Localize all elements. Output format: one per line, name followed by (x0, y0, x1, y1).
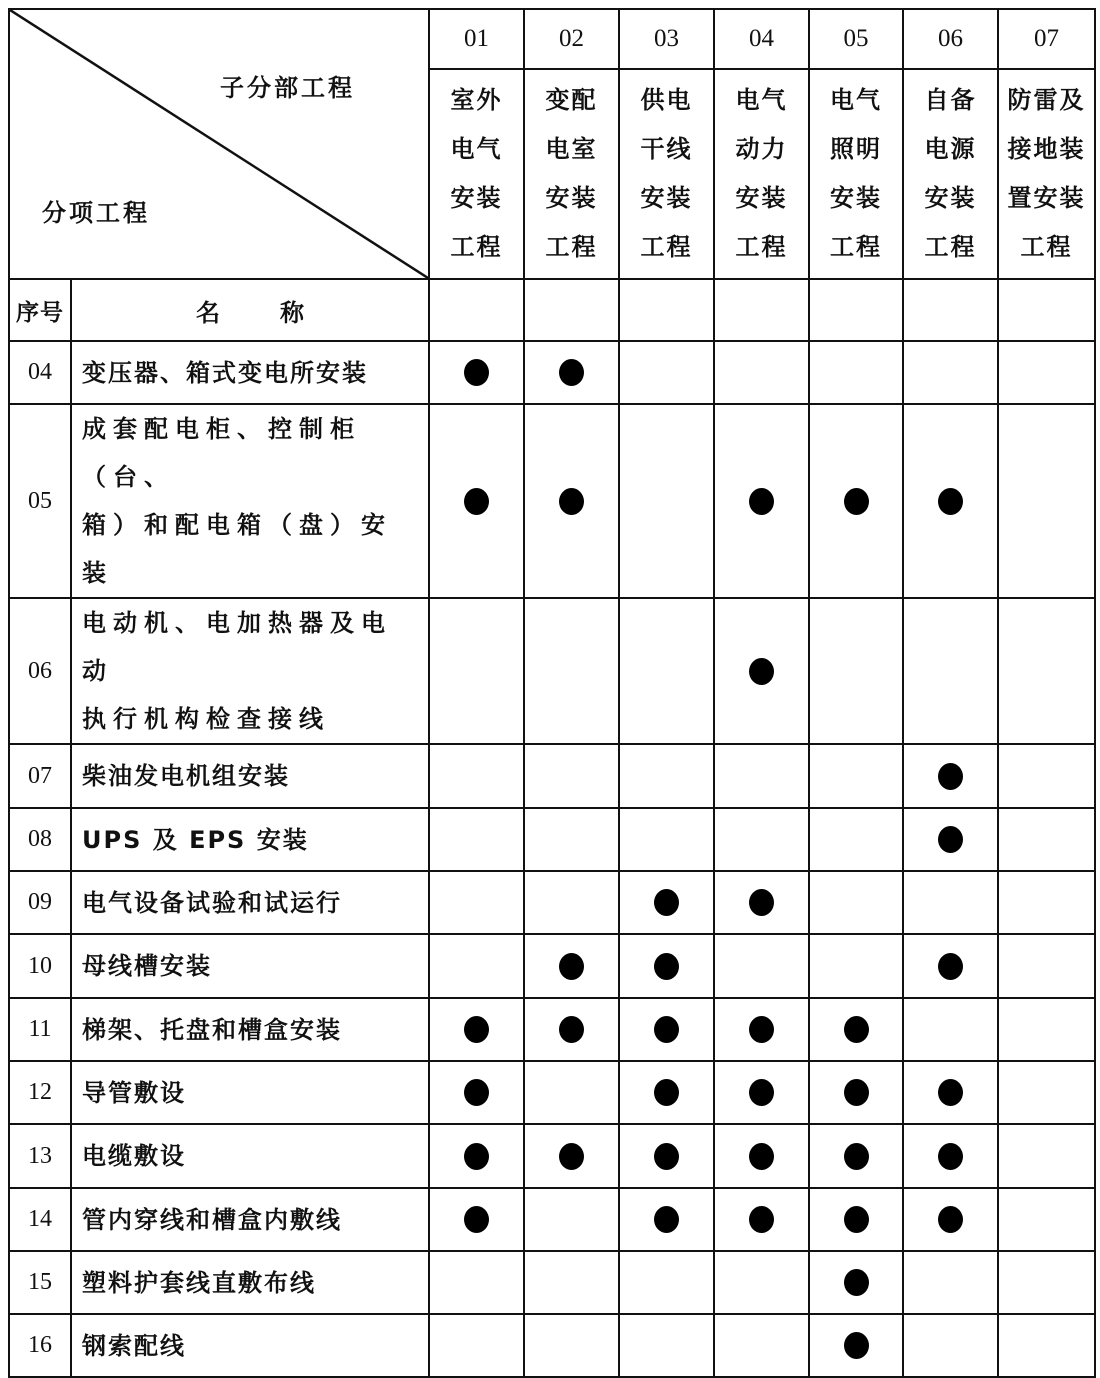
mark-cell-checked (619, 1188, 714, 1251)
mark-cell-checked (429, 998, 524, 1061)
mark-cell-empty (524, 1188, 619, 1251)
mark-cell-empty (524, 1061, 619, 1124)
mark-cell-empty (619, 744, 714, 808)
mark-cell-checked (903, 744, 998, 808)
empty-header-cell (809, 279, 903, 341)
subsection-name-line: 防雷及 (1007, 86, 1086, 114)
mark-cell-empty (809, 871, 903, 934)
row-item-name (71, 1251, 429, 1314)
subsection-name-line: 电室 (545, 135, 598, 163)
subsection-name (524, 69, 619, 279)
table-row (9, 871, 1095, 934)
filled-dot-icon (654, 1016, 679, 1043)
empty-header-cell (998, 279, 1095, 341)
subsection-name-line: 工程 (735, 233, 788, 261)
filled-dot-icon (464, 1143, 489, 1170)
mark-cell-checked (429, 1124, 524, 1188)
subsection-name-line: 置安装 (1007, 184, 1086, 212)
mark-cell-empty (619, 808, 714, 871)
subsection-name-line: 安装 (545, 184, 598, 212)
mark-cell-checked (619, 998, 714, 1061)
mark-cell-empty (429, 1251, 524, 1314)
mark-cell-empty (714, 808, 809, 871)
filled-dot-icon (749, 1079, 774, 1106)
mark-cell-checked (809, 1124, 903, 1188)
row-item-name (71, 744, 429, 808)
mark-cell-empty (429, 598, 524, 744)
mark-cell-checked (714, 1061, 809, 1124)
item-name-line: UPS 及 EPS 安装 (82, 825, 309, 854)
filled-dot-icon (464, 1206, 489, 1233)
filled-dot-icon (464, 359, 489, 386)
filled-dot-icon (844, 1206, 869, 1233)
row-seq: 13 (9, 1124, 71, 1188)
row-item-name (71, 871, 429, 934)
subsection-name-line: 电气 (450, 135, 503, 163)
mark-cell-checked (903, 1188, 998, 1251)
subsection-name-line: 照明 (830, 135, 882, 163)
filled-dot-icon (749, 889, 774, 916)
mark-cell-empty (524, 808, 619, 871)
table-row (9, 341, 1095, 404)
mark-cell-checked (903, 934, 998, 998)
filled-dot-icon (938, 1206, 963, 1233)
mark-cell-checked (809, 404, 903, 598)
subsection-code: 02 (524, 9, 619, 69)
row-item-name (71, 1061, 429, 1124)
row-seq: 04 (9, 341, 71, 404)
mark-cell-empty (619, 1251, 714, 1314)
subsection-name (903, 69, 998, 279)
item-axis-label: 分项工程 (42, 199, 150, 227)
mark-cell-empty (998, 1314, 1095, 1377)
subsection-name-line: 供电 (640, 86, 693, 114)
mark-cell-checked (524, 998, 619, 1061)
filled-dot-icon (559, 1016, 584, 1043)
subsection-code: 07 (998, 9, 1095, 69)
item-name-line: 执行机构检查接线 (82, 705, 330, 733)
mark-cell-checked (903, 1124, 998, 1188)
mark-cell-empty (998, 998, 1095, 1061)
mark-cell-empty (998, 341, 1095, 404)
subsection-name (998, 69, 1095, 279)
item-name-line: 成套配电柜、控制柜（台、 (82, 415, 361, 491)
mark-cell-checked (524, 341, 619, 404)
item-name-line: 变压器、箱式变电所安装 (82, 358, 368, 387)
mark-cell-empty (714, 341, 809, 404)
filled-dot-icon (844, 1143, 869, 1170)
table-row (9, 598, 1095, 744)
mark-cell-empty (429, 934, 524, 998)
subsection-name (714, 69, 809, 279)
filled-dot-icon (938, 826, 963, 853)
filled-dot-icon (844, 1016, 869, 1043)
mark-cell-empty (998, 598, 1095, 744)
item-name-line: 钢索配线 (82, 1331, 186, 1360)
item-name-line: 塑料护套线直敷布线 (82, 1268, 316, 1297)
mark-cell-checked (429, 341, 524, 404)
mark-cell-empty (809, 744, 903, 808)
filled-dot-icon (844, 488, 869, 515)
empty-header-cell (903, 279, 998, 341)
row-seq: 14 (9, 1188, 71, 1251)
mark-cell-checked (619, 934, 714, 998)
header-code-row (9, 9, 1095, 69)
row-seq: 10 (9, 934, 71, 998)
row-item-name (71, 1124, 429, 1188)
subsection-code: 03 (619, 9, 714, 69)
table-row (9, 1188, 1095, 1251)
filled-dot-icon (559, 953, 584, 980)
filled-dot-icon (938, 953, 963, 980)
mark-cell-checked (903, 1061, 998, 1124)
mark-cell-empty (903, 998, 998, 1061)
item-name-line: 母线槽安装 (82, 952, 212, 980)
mark-cell-empty (714, 934, 809, 998)
table-row (9, 404, 1095, 598)
subsection-name-line: 安装 (450, 184, 503, 212)
name-column-header: 名称 (71, 279, 429, 341)
mark-cell-checked (714, 998, 809, 1061)
filled-dot-icon (464, 1016, 489, 1043)
subsection-name-line: 干线 (640, 135, 693, 163)
mark-cell-empty (903, 1314, 998, 1377)
subsection-name-line: 工程 (830, 233, 882, 261)
electrical-subsection-matrix (8, 8, 1094, 1360)
mark-cell-empty (998, 404, 1095, 598)
subsection-name-line: 电源 (924, 135, 977, 163)
mark-cell-checked (714, 1124, 809, 1188)
mark-cell-empty (429, 744, 524, 808)
mark-cell-empty (809, 808, 903, 871)
mark-cell-empty (809, 341, 903, 404)
subsection-name-line: 安装 (640, 184, 693, 212)
mark-cell-empty (998, 934, 1095, 998)
filled-dot-icon (844, 1332, 869, 1359)
subsection-name-line: 电气 (830, 86, 882, 114)
subsection-name (429, 69, 524, 279)
subsection-name-line: 工程 (640, 233, 693, 261)
mark-cell-empty (903, 598, 998, 744)
mark-cell-empty (714, 1251, 809, 1314)
table-row (9, 744, 1095, 808)
mark-cell-checked (524, 934, 619, 998)
subsection-name (619, 69, 714, 279)
mark-cell-checked (903, 404, 998, 598)
mark-cell-empty (998, 1061, 1095, 1124)
row-seq: 16 (9, 1314, 71, 1377)
subsection-code: 04 (714, 9, 809, 69)
row-item-name (71, 1188, 429, 1251)
mark-cell-checked (429, 1188, 524, 1251)
subsection-name-line: 工程 (1020, 233, 1073, 261)
item-name-line: 柴油发电机组安装 (82, 762, 290, 790)
mark-cell-checked (903, 808, 998, 871)
column-label-row (9, 279, 1095, 341)
mark-cell-empty (998, 744, 1095, 808)
table-row (9, 998, 1095, 1061)
mark-cell-empty (714, 744, 809, 808)
mark-cell-checked (619, 1124, 714, 1188)
row-seq: 15 (9, 1251, 71, 1314)
mark-cell-empty (429, 808, 524, 871)
item-name-line: 箱）和配电箱（盘）安装 (82, 511, 392, 587)
diagonal-line-icon (10, 10, 428, 278)
row-seq: 11 (9, 998, 71, 1061)
filled-dot-icon (654, 1143, 679, 1170)
mark-cell-checked (524, 1124, 619, 1188)
mark-cell-checked (714, 598, 809, 744)
filled-dot-icon (559, 1143, 584, 1170)
mark-cell-empty (809, 598, 903, 744)
subsection-name-line: 室外 (450, 86, 503, 114)
mark-cell-empty (619, 341, 714, 404)
mark-cell-empty (524, 598, 619, 744)
subsection-name-line: 工程 (545, 233, 598, 261)
subsection-name-line: 变配 (545, 86, 598, 114)
mark-cell-checked (714, 1188, 809, 1251)
mark-cell-checked (619, 1061, 714, 1124)
mark-cell-empty (809, 934, 903, 998)
mark-cell-empty (619, 1314, 714, 1377)
filled-dot-icon (654, 1206, 679, 1233)
subsection-code: 06 (903, 9, 998, 69)
row-item-name (71, 1314, 429, 1377)
mark-cell-empty (998, 1251, 1095, 1314)
filled-dot-icon (844, 1079, 869, 1106)
filled-dot-icon (749, 1143, 774, 1170)
mark-cell-empty (998, 808, 1095, 871)
item-name-line: 电缆敷设 (82, 1142, 186, 1170)
filled-dot-icon (938, 1143, 963, 1170)
diagonal-corner-header (9, 9, 429, 279)
filled-dot-icon (749, 1206, 774, 1233)
row-item-name (71, 808, 429, 871)
subsection-name (809, 69, 903, 279)
filled-dot-icon (464, 1079, 489, 1106)
mark-cell-empty (998, 871, 1095, 934)
mark-cell-empty (524, 1251, 619, 1314)
filled-dot-icon (654, 889, 679, 916)
subsection-name-line: 安装 (735, 184, 788, 212)
row-seq: 07 (9, 744, 71, 808)
filled-dot-icon (749, 658, 774, 685)
subsection-axis-label: 子分部工程 (220, 74, 355, 102)
subsection-name-line: 安装 (830, 184, 882, 212)
subsection-name-line: 电气 (735, 86, 788, 114)
mark-cell-checked (524, 404, 619, 598)
item-name-line: 电气设备试验和试运行 (82, 888, 342, 917)
row-item-name (71, 598, 429, 744)
mark-cell-empty (429, 871, 524, 934)
subsection-name-line: 接地装 (1007, 135, 1086, 163)
mark-cell-empty (714, 1314, 809, 1377)
filled-dot-icon (938, 763, 963, 790)
item-name-line: 管内穿线和槽盒内敷线 (82, 1205, 342, 1234)
subsection-name-line: 自备 (924, 86, 977, 114)
filled-dot-icon (654, 1079, 679, 1106)
table-row (9, 1061, 1095, 1124)
mark-cell-empty (429, 1314, 524, 1377)
mark-cell-checked (429, 404, 524, 598)
mark-cell-checked (809, 1188, 903, 1251)
row-seq: 06 (9, 598, 71, 744)
item-name-line: 梯架、托盘和槽盒安装 (82, 1015, 342, 1044)
matrix-table (8, 8, 1096, 1378)
subsection-name-line: 安装 (924, 184, 977, 212)
mark-cell-checked (714, 871, 809, 934)
mark-cell-checked (809, 1061, 903, 1124)
subsection-name-line: 动力 (735, 135, 788, 163)
mark-cell-empty (524, 1314, 619, 1377)
table-row (9, 934, 1095, 998)
table-row (9, 808, 1095, 871)
mark-cell-checked (809, 998, 903, 1061)
subsection-name-line: 工程 (450, 233, 503, 261)
table-row (9, 1314, 1095, 1377)
mark-cell-empty (619, 404, 714, 598)
row-seq: 05 (9, 404, 71, 598)
mark-cell-empty (619, 598, 714, 744)
filled-dot-icon (749, 1016, 774, 1043)
mark-cell-checked (429, 1061, 524, 1124)
filled-dot-icon (654, 953, 679, 980)
row-item-name (71, 404, 429, 598)
table-row (9, 1124, 1095, 1188)
empty-header-cell (524, 279, 619, 341)
mark-cell-empty (903, 1251, 998, 1314)
filled-dot-icon (938, 488, 963, 515)
subsection-name-line: 工程 (924, 233, 977, 261)
row-item-name (71, 998, 429, 1061)
filled-dot-icon (559, 488, 584, 515)
mark-cell-empty (998, 1124, 1095, 1188)
subsection-code: 05 (809, 9, 903, 69)
filled-dot-icon (938, 1079, 963, 1106)
item-name-line: 电动机、电加热器及电动 (82, 609, 392, 685)
empty-header-cell (429, 279, 524, 341)
row-item-name (71, 341, 429, 404)
filled-dot-icon (749, 488, 774, 515)
filled-dot-icon (559, 359, 584, 386)
mark-cell-checked (809, 1251, 903, 1314)
seq-column-header: 序号 (9, 279, 71, 341)
row-seq: 12 (9, 1061, 71, 1124)
row-seq: 09 (9, 871, 71, 934)
mark-cell-empty (998, 1188, 1095, 1251)
row-item-name (71, 934, 429, 998)
subsection-code: 01 (429, 9, 524, 69)
row-seq: 08 (9, 808, 71, 871)
mark-cell-empty (524, 744, 619, 808)
table-row (9, 1251, 1095, 1314)
mark-cell-empty (524, 871, 619, 934)
mark-cell-empty (903, 871, 998, 934)
mark-cell-checked (809, 1314, 903, 1377)
mark-cell-empty (903, 341, 998, 404)
item-name-line: 导管敷设 (82, 1078, 186, 1107)
filled-dot-icon (844, 1269, 869, 1296)
mark-cell-checked (714, 404, 809, 598)
empty-header-cell (619, 279, 714, 341)
mark-cell-checked (619, 871, 714, 934)
filled-dot-icon (464, 488, 489, 515)
empty-header-cell (714, 279, 809, 341)
